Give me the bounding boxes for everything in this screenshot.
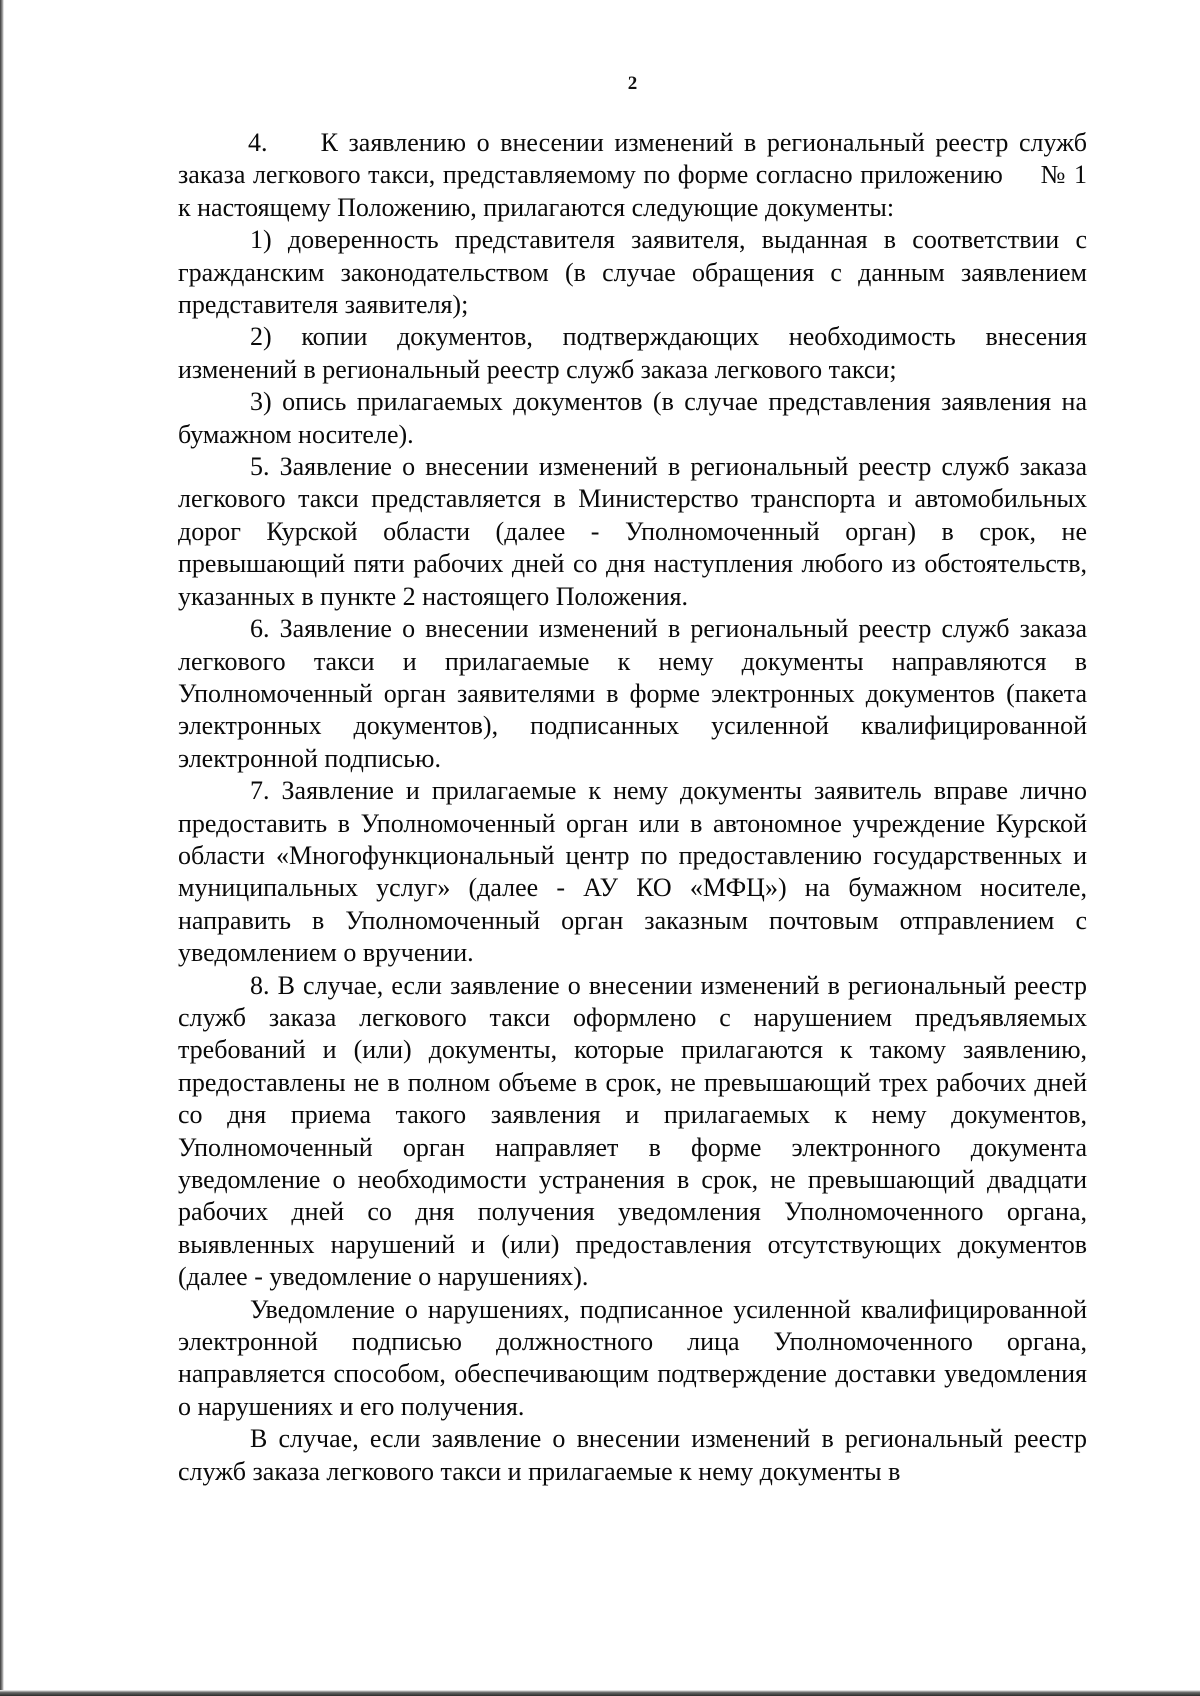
document-body [178, 127, 1094, 1488]
paragraph-case: В случае, если заявление о внесении изменений в региональный реестр служб заказа легкового такси и прилагаемые к нему документы в [178, 1424, 1087, 1486]
paragraph-item-4: 4. К заявлению о внесении изменений в региональный реестр служб заказа легкового такси, представляемому по форме согласно приложению № 1 к настоящему Положению, прилагаются следующие документы: [178, 128, 1094, 222]
page-number: 2 [627, 73, 638, 94]
paragraph-item-7: 7. Заявление и прилагаемые к нему документы заявитель вправе лично предоставить в Уполномоченный орган или в автономное учреждение Курской области «Многофункциональный центр по предоставлению государственных и муниципальных услуг» (далее - АУ КО «МФЦ») на бумажном носителе, направить в Уполномоченный орган заказным почтовым отправлением с уведомлением о вручении. [178, 776, 1087, 968]
paragraph-subitem-3: 3) опись прилагаемых документов (в случае представления заявления на бумажном носителе). [178, 387, 1087, 449]
scan-edge-bottom [0, 1690, 1200, 1696]
paragraph-notice: Уведомление о нарушениях, подписанное усиленной квалифицированной электронной подписью должностного лица Уполномоченного органа, направляется способом, обеспечивающим подтверждение доставки уведомления о нарушениях и его получения. [178, 1294, 1087, 1421]
paragraph-item-6: 6. Заявление о внесении изменений в региональный реестр служб заказа легкового такси и прилагаемые к нему документы направляются в Уполномоченный орган заявителями в форме электронных документов (пакета электронных документов), подписанных усиленной квалифицированной электронной подписью. [178, 614, 1087, 773]
paragraph-item-8: 8. В случае, если заявление о внесении изменений в региональный реестр служб заказа легкового такси оформлено с нарушением предъявляемых требований и (или) документы, которые прилагаются к такому заявлению, предоставлены не в полном объеме в срок, не превышающий трех рабочих дней со дня приема такого заявления и прилагаемых к нему документов, Уполномоченный орган направляет в форме электронного документа уведомление о необходимости устранения в срок, не превышающий двадцати рабочих дней со дня получения уведомления Уполномоченного органа, выявленных нарушений и (или) предоставления отсутствующих документов (далее - уведомление о нарушениях). [178, 970, 1087, 1292]
paragraph-subitem-1: 1) доверенность представителя заявителя, выданная в соответствии с гражданским законодательством (в случае обращения с данным заявлением представителя заявителя); [178, 225, 1087, 320]
paragraph-item-5: 5. Заявление о внесении изменений в региональный реестр служб заказа легкового такси представляется в Министерство транспорта и автомобильных дорог Курской области (далее - Уполномоченный орган) в срок, не превышающий пяти рабочих дней со дня наступления любого из обстоятельств, указанных в пункте 2 настоящего Положения. [178, 452, 1087, 611]
scan-edge-left [0, 0, 4, 1696]
paragraph-subitem-2: 2) копии документов, подтверждающих необходимость внесения изменений в региональный реестр служб заказа легкового такси; [178, 322, 1087, 384]
